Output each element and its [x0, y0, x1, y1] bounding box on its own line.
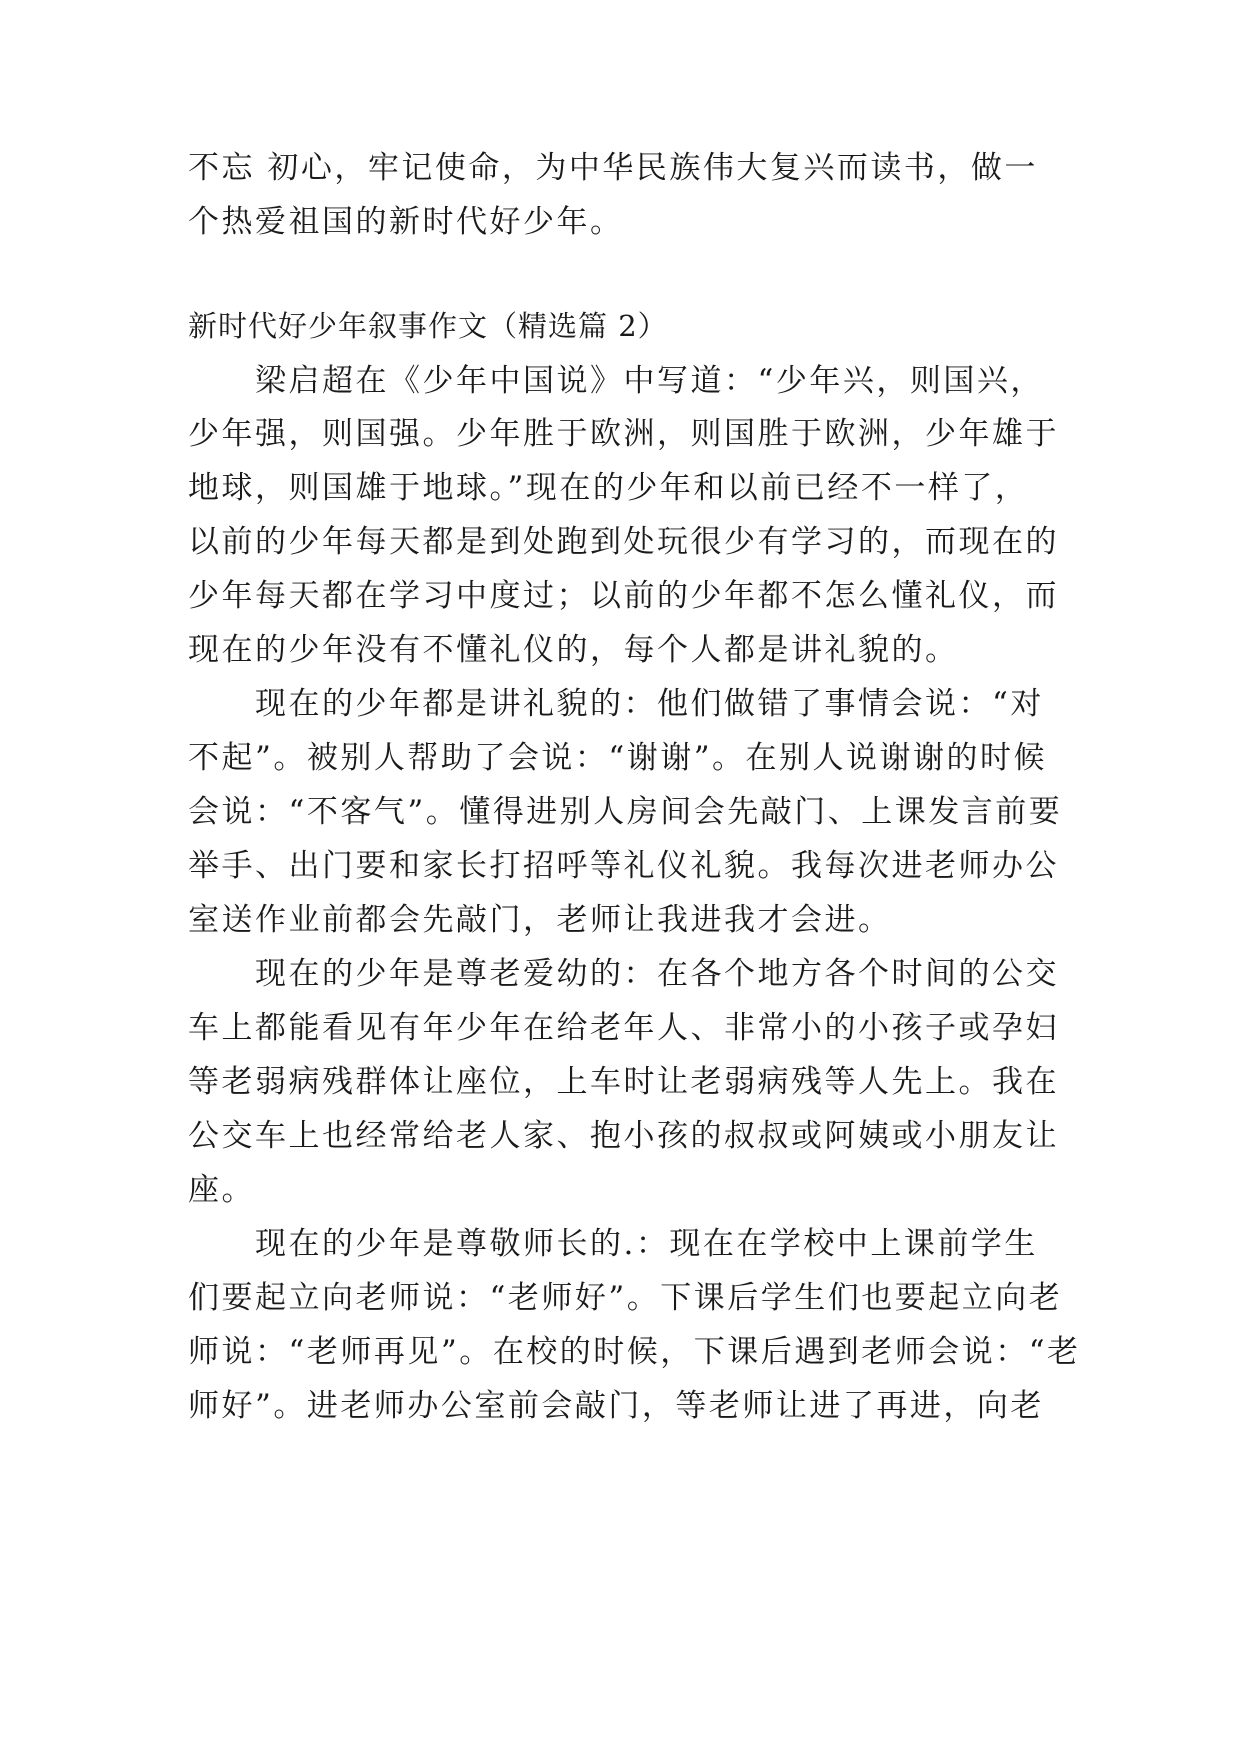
- paragraph-line: 现在的少年是尊敬师长的.：现在在学校中上课前学生: [188, 1226, 1038, 1262]
- paragraph-line: 地球，则国雄于地球。”现在的少年和以前已经不一样了，: [188, 470, 1029, 506]
- paragraph-line: 们要起立向老师说：“老师好”。下课后学生们也要起立向老: [188, 1280, 1063, 1316]
- paragraph-line: 车上都能看见有年少年在给老年人、非常小的小孩子或孕妇: [188, 1010, 1059, 1046]
- section-title: 新时代好少年叙事作文（精选篇 2）: [188, 309, 668, 343]
- paragraph-line: 少年每天都在学习中度过；以前的少年都不怎么懂礼仪，而: [188, 578, 1059, 614]
- paragraph-line: 不起”。被别人帮助了会说：“谢谢”。在别人说谢谢的时候: [188, 740, 1048, 776]
- paragraph-line: 以前的少年每天都是到处跑到处玩很少有学习的，而现在的: [188, 524, 1059, 560]
- paragraph-line: 师好”。进老师办公室前会敲门，等老师让进了再进，向老: [188, 1388, 1044, 1424]
- paragraph-line: 座。: [188, 1172, 255, 1208]
- paragraph-line: 会说：“不客气”。懂得进别人房间会先敲门、上课发言前要: [188, 794, 1063, 830]
- continuation-line-2: 个热爱祖国的新时代好少年。: [188, 204, 624, 240]
- paragraph-line: 少年强，则国强。少年胜于欧洲，则国胜于欧洲，少年雄于: [188, 416, 1059, 452]
- paragraph-line: 梁启超在《少年中国说》中写道：“少年兴，则国兴，: [188, 363, 1044, 399]
- paragraph-line: 室送作业前都会先敲门，老师让我进我才会进。: [188, 902, 892, 938]
- paragraph-line: 师说：“老师再见”。在校的时候，下课后遇到老师会说：“老: [188, 1334, 1081, 1370]
- continuation-line-1: 不忘 初心，牢记使命，为中华民族伟大复兴而读书，做一: [188, 150, 1038, 186]
- paragraph-line: 等老弱病残群体让座位，上车时让老弱病残等人先上。我在: [188, 1064, 1059, 1100]
- paragraph-line: 现在的少年没有不懂礼仪的，每个人都是讲礼貌的。: [188, 632, 959, 668]
- paragraph-line: 现在的少年是尊老爱幼的：在各个地方各个时间的公交: [188, 956, 1059, 992]
- paragraph-line: 公交车上也经常给老人家、抱小孩的叔叔或阿姨或小朋友让: [188, 1118, 1059, 1154]
- paragraph-line: 现在的少年都是讲礼貌的：他们做错了事情会说：“对: [188, 686, 1044, 722]
- paragraph-line: 举手、出门要和家长打招呼等礼仪礼貌。我每次进老师办公: [188, 848, 1059, 884]
